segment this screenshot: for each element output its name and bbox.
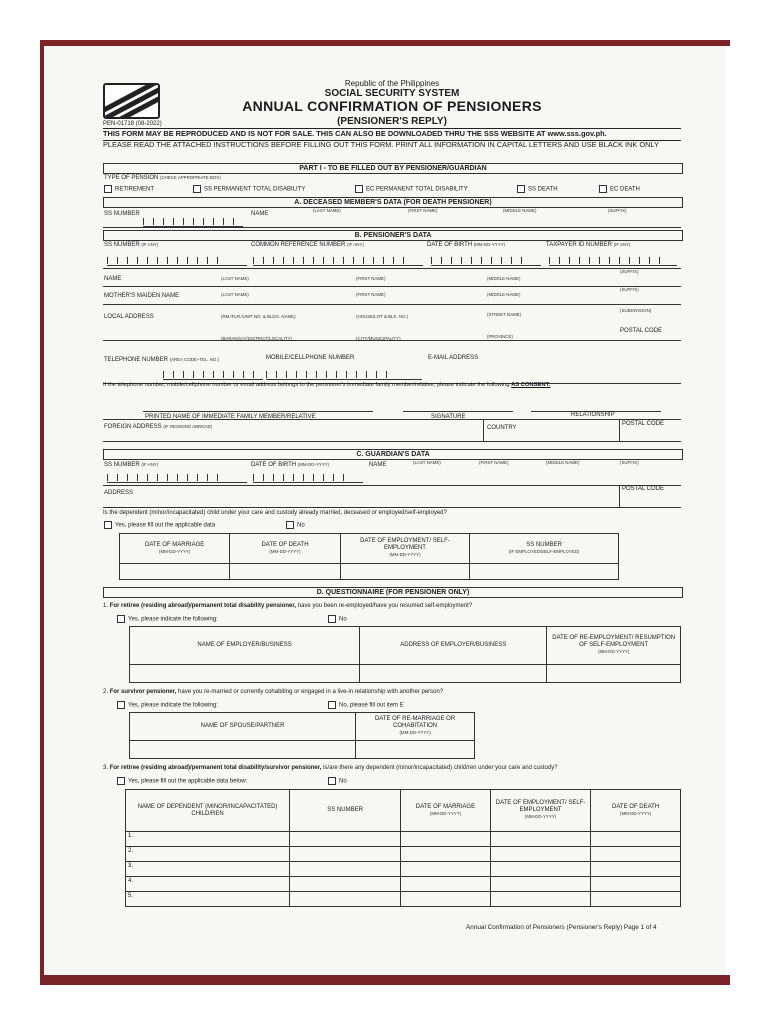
option-label: Yes, please fill out the applicable data	[115, 522, 216, 529]
q2-no-option[interactable]	[328, 701, 404, 709]
hint-foreign: (IF RESIDING ABROAD)	[163, 424, 213, 429]
hint-last-name: (LAST NAME)	[221, 276, 249, 281]
col-date-death	[230, 534, 340, 564]
q3-input-marriage[interactable]	[401, 832, 491, 847]
guardian-ss-input[interactable]	[107, 474, 247, 483]
q3-row-number: 2.	[126, 847, 290, 862]
guardian-name-label: NAME	[369, 462, 387, 468]
question-emphasis: For retiree (residing abroad)/permanent total disability/survivor pensioner,	[109, 765, 322, 771]
hint-middle-name: (MIDDLE NAME)	[503, 208, 537, 213]
q3-row-number: 1.	[126, 832, 290, 847]
local-address-label: LOCAL ADDRESS	[104, 314, 154, 320]
q3-table	[125, 789, 681, 907]
foreign-address-label: FOREIGN ADDRESS	[104, 424, 162, 430]
option-retirement[interactable]	[104, 185, 154, 193]
guardian-no-option[interactable]	[286, 521, 305, 529]
option-label: EC PERMANENT TOTAL DISABILITY	[366, 186, 468, 193]
republic-line: Republic of the Philippines	[344, 79, 440, 88]
hint-subdivision: (SUBDIVISION)	[620, 308, 652, 313]
q3-col-death	[591, 790, 681, 832]
option-label: No, please fill out item E	[339, 702, 404, 709]
q1-yes-option[interactable]	[117, 615, 218, 623]
pensioner-ids-row	[103, 240, 681, 269]
deceased-name-label: NAME	[251, 211, 269, 217]
q1-input-employer[interactable]	[130, 665, 360, 683]
consent-row[interactable]	[103, 393, 681, 420]
option-label: SS DEATH	[528, 186, 558, 193]
guardian-question: Is the dependent (minor/incapacitated) child under your care and custody already married, deceased or employed/self-employed?	[103, 510, 447, 516]
col-label: DATE OF EMPLOYMENT/ SELF-EMPLOYMENT	[495, 800, 586, 814]
question-text: have you been re-employed/have you resumed self-employment?	[296, 603, 473, 609]
question-emphasis: For survivor pensioner,	[109, 689, 177, 695]
postal-code-label: POSTAL CODE	[620, 328, 663, 334]
q3-input-employment[interactable]	[490, 892, 590, 907]
hint-suffix: (SUFFIX)	[620, 269, 639, 274]
checkbox[interactable]	[104, 521, 112, 529]
section-d-title: D. QUESTIONNAIRE (FOR PENSIONER ONLY)	[103, 587, 683, 598]
hint-middle-name: (MIDDLE NAME)	[546, 460, 580, 465]
question-3	[103, 765, 681, 772]
hint-suffix: (SUFFIX)	[620, 287, 639, 292]
hint-street: (STREET NAME)	[487, 312, 522, 317]
hint-ss: (IF EMPLOYED/SELF-EMPLOYED)	[508, 548, 580, 554]
q3-input-marriage[interactable]	[401, 892, 491, 907]
hint-barangay: (BARANGAY/DISTRICT/LOCALITY)	[221, 336, 292, 341]
option-ec-ptd[interactable]	[355, 185, 468, 193]
q3-input-ss[interactable]	[290, 832, 401, 847]
foreign-address-row[interactable]	[103, 419, 681, 442]
question-2	[103, 689, 681, 696]
checkbox[interactable]	[355, 185, 363, 193]
section-a-title: A. DECEASED MEMBER'S DATA (FOR DEATH PENSIONER)	[103, 197, 683, 208]
notice-line-1: THIS FORM MAY BE REPRODUCED AND IS NOT FOR SALE. THIS CAN ALSO BE DOWNLOADED THRU THE SSS WEBSITE AT www.sss.gov.ph.	[103, 128, 681, 141]
q2-col-date	[356, 713, 475, 741]
hint-date-format: (MM-DD-YYYY)	[297, 462, 330, 467]
col-label: DATE OF EMPLOYMENT/ SELF-EMPLOYMENT	[360, 538, 450, 552]
col-label: DATE OF RE-MARRIAGE OR COHABITATION	[374, 716, 456, 730]
checkbox[interactable]	[117, 615, 125, 623]
q3-col-dependent: NAME OF DEPENDENT (MINOR/INCAPACITATED) CHILD/REN	[126, 790, 290, 832]
q1-col-employer: NAME OF EMPLOYER/BUSINESS	[130, 627, 360, 665]
hint-date-format: (MM-DD-YYYY)	[473, 242, 506, 247]
hint-middle-name: (MIDDLE NAME)	[487, 292, 521, 297]
hint-date-format: (MM-DD-YYYY)	[389, 551, 421, 557]
question-number: 2.	[103, 689, 109, 695]
q2-input-date[interactable]	[356, 741, 475, 759]
col-label: DATE OF MARRIAGE	[145, 541, 205, 548]
option-label: Yes, please indicate the following:	[128, 702, 218, 709]
col-date-employment	[340, 534, 470, 564]
option-label: SS PERMANENT TOTAL DISABILITY	[204, 186, 306, 193]
form-subtitle: (PENSIONER'S REPLY)	[337, 116, 447, 127]
q2-input-spouse[interactable]	[130, 741, 356, 759]
q1-input-address[interactable]	[360, 665, 547, 683]
q1-table	[129, 626, 681, 683]
q3-input-employment[interactable]	[490, 877, 590, 892]
printed-name-label: PRINTED NAME OF IMMEDIATE FAMILY MEMBER/RELATIVE	[145, 414, 316, 420]
section-c-title: C. GUARDIAN'S DATA	[103, 449, 683, 460]
postal-code-label: POSTAL CODE	[622, 486, 665, 492]
consent-note-text: If the telephone number, mobile/cellphone number or email address belongs to the pensioner's immediate family member/relative, please indicate the following	[103, 382, 510, 388]
col-ss-number	[470, 534, 619, 564]
tin-label: TAXPAYER ID NUMBER	[546, 242, 613, 248]
col-date-marriage	[120, 534, 230, 564]
guardian-yes-option[interactable]	[104, 521, 215, 529]
q2-table	[129, 712, 475, 759]
paper-edge-bottom	[40, 975, 730, 985]
input-date-death[interactable]	[230, 564, 340, 580]
question-emphasis: For retiree (residing abroad)/permanent total disability pensioner,	[109, 603, 297, 609]
col-label: DATE OF RE-EMPLOYMENT/ RESUMPTION OF SELF-EMPLOYMENT	[552, 635, 676, 649]
pension-type-label: TYPE OF PENSION	[104, 175, 159, 181]
relationship-label: RELATIONSHIP	[571, 412, 615, 418]
hint-last-name: (LAST NAME)	[413, 460, 441, 465]
hint-date-format: (MM-DD-YYYY)	[619, 810, 652, 816]
q2-yes-option[interactable]	[117, 701, 218, 709]
guardian-ss-label: SS NUMBER	[104, 462, 140, 468]
checkbox[interactable]	[104, 185, 112, 193]
q3-input-ss[interactable]	[290, 862, 401, 877]
telephone-input[interactable]	[163, 371, 263, 380]
q3-input-marriage[interactable]	[401, 862, 491, 877]
q3-col-employment	[490, 790, 590, 832]
checkbox[interactable]	[517, 185, 525, 193]
agency-name: SOCIAL SECURITY SYSTEM	[324, 88, 460, 99]
notice	[103, 128, 681, 150]
question-1	[103, 603, 681, 610]
signature-label: SIGNATURE	[431, 414, 466, 420]
checkbox[interactable]	[117, 701, 125, 709]
hint-date-format: (MM-DD-YYYY)	[598, 648, 630, 654]
q3-input-death[interactable]	[591, 862, 681, 877]
q3-yes-option[interactable]	[117, 777, 247, 785]
guardian-address-row[interactable]	[103, 485, 681, 508]
col-label: DATE OF DEATH	[612, 803, 660, 810]
question-text: is/are there any dependent (minor/incapacitated) child/ren under your care and custody?	[321, 765, 558, 771]
deceased-ss-input[interactable]	[143, 218, 243, 227]
q1-col-address: ADDRESS OF EMPLOYER/BUSINESS	[360, 627, 547, 665]
guardian-dob-input[interactable]	[253, 474, 363, 483]
hint-suffix: (SUFFIX)	[608, 208, 627, 213]
option-label: No	[339, 616, 347, 623]
telephone-label: TELEPHONE NUMBER	[104, 357, 169, 363]
tin-input[interactable]	[549, 257, 677, 266]
hint-if-any: (IF ANY)	[347, 242, 364, 247]
option-label: No	[297, 522, 305, 529]
crn-label: COMMON REFERENCE NUMBER	[251, 242, 346, 248]
checkbox[interactable]	[328, 615, 336, 623]
postal-code-label: POSTAL CODE	[622, 421, 665, 427]
hint-date-format: (MM-DD-YYYY)	[159, 548, 191, 554]
hint-date-format: (MM-DD-YYYY)	[269, 548, 301, 554]
q3-col-marriage	[401, 790, 491, 832]
option-label: RETIREMENT	[115, 186, 154, 193]
option-label: Yes, please fill out the applicable data below:	[128, 778, 248, 785]
hint-city: (CITY/MUNICIPALITY)	[356, 336, 401, 341]
input-date-employment[interactable]	[340, 564, 470, 580]
section-b-title: B. PENSIONER'S DATA	[103, 230, 683, 241]
hint-house: (HOUSE/LOT & BLK. NO.)	[356, 314, 409, 319]
q3-col-ss: SS NUMBER	[290, 790, 401, 832]
mobile-label: MOBILE/CELLPHONE NUMBER	[266, 355, 355, 361]
crn-input[interactable]	[253, 257, 423, 266]
q3-input-death[interactable]	[591, 832, 681, 847]
hint-telephone: (AREA CODE+TEL. NO.)	[169, 357, 220, 362]
hint-suffix: (SUFFIX)	[620, 460, 639, 465]
q3-input-ss[interactable]	[290, 877, 401, 892]
page-footer: Annual Confirmation of Pensioners (Pensioner's Reply) Page 1 of 4	[466, 924, 657, 931]
mmn-label: MOTHER'S MAIDEN NAME	[104, 293, 180, 299]
hint-middle-name: (MIDDLE NAME)	[487, 276, 521, 281]
checkbox[interactable]	[599, 185, 607, 193]
option-label: EC DEATH	[610, 186, 640, 193]
option-label: No	[339, 778, 347, 785]
hint-last-name: (LAST NAME)	[221, 292, 249, 297]
hint-date-format: (MM-DD-YYYY)	[399, 729, 431, 735]
part1-title: PART I - TO BE FILLED OUT BY PENSIONER/GUARDIAN	[103, 163, 683, 174]
consent-label: AS CONSENT:	[511, 382, 551, 388]
mothers-maiden-name-row[interactable]	[103, 286, 681, 305]
checkbox[interactable]	[117, 777, 125, 785]
q3-input-marriage[interactable]	[401, 877, 491, 892]
hint-first-name: (FIRST NAME)	[479, 460, 509, 465]
option-ss-death[interactable]	[517, 185, 558, 193]
pension-type-hint: (CHECK APPROPRIATE BOX)	[160, 175, 221, 180]
form-title: ANNUAL CONFIRMATION OF PENSIONERS	[242, 98, 542, 114]
input-ss-number[interactable]	[470, 564, 619, 580]
hint-last-name: (LAST NAME)	[313, 208, 341, 213]
deceased-ss-label: SS NUMBER	[104, 211, 140, 217]
consent-note	[103, 382, 681, 389]
contact-row	[103, 353, 681, 384]
col-label: DATE OF DEATH	[261, 541, 309, 548]
dob-input[interactable]	[431, 257, 541, 266]
country-label: COUNTRY	[487, 425, 517, 431]
notice-line-2: PLEASE READ THE ATTACHED INSTRUCTIONS BEFORE FILLING OUT THIS FORM. PRINT ALL INFORMATION IN CAPITAL LETTERS AND USE BLACK INK ONLY	[103, 139, 659, 149]
q3-input-employment[interactable]	[490, 832, 590, 847]
option-label: Yes, please indicate the following:	[128, 616, 218, 623]
q1-col-date	[547, 627, 681, 665]
guardian-child-table	[119, 533, 619, 580]
pensioner-name-label: NAME	[104, 276, 122, 282]
pensioner-ss-label: SS NUMBER	[104, 242, 140, 248]
q3-input-employment[interactable]	[490, 862, 590, 877]
question-text: have you re-married or currently cohabiting or engaged in a live-in relationship with another person?	[176, 689, 444, 695]
q3-no-option[interactable]	[328, 777, 347, 785]
q1-input-date[interactable]	[547, 665, 681, 683]
hint-date-format: (MM-DD-YYYY)	[524, 813, 557, 819]
q3-input-employment[interactable]	[490, 847, 590, 862]
q3-row-number: 4.	[126, 877, 290, 892]
guardian-address-label: ADDRESS	[104, 490, 134, 496]
col-label: SS NUMBER	[526, 541, 562, 548]
q3-input-death[interactable]	[591, 892, 681, 907]
question-number: 1.	[103, 603, 109, 609]
form-code: PEN-01718 (08-2022)	[103, 121, 162, 127]
hint-first-name: (FIRST NAME)	[356, 276, 386, 281]
pensioner-ss-input[interactable]	[107, 257, 247, 266]
hint-first-name: (FIRST NAME)	[356, 292, 386, 297]
dob-label: DATE OF BIRTH	[427, 242, 473, 248]
question-number: 3.	[103, 765, 109, 771]
hint-if-any: (IF ANY)	[613, 242, 631, 247]
input-date-marriage[interactable]	[120, 564, 230, 580]
q3-input-marriage[interactable]	[401, 847, 491, 862]
q3-input-ss[interactable]	[290, 892, 401, 907]
checkbox[interactable]	[193, 185, 201, 193]
q3-input-death[interactable]	[591, 847, 681, 862]
checkbox[interactable]	[328, 777, 336, 785]
checkbox[interactable]	[328, 701, 336, 709]
q3-input-death[interactable]	[591, 877, 681, 892]
hint-first-name: (FIRST NAME)	[408, 208, 438, 213]
hint-if-any: (IF ANY)	[141, 462, 159, 467]
q3-row-number: 3.	[126, 862, 290, 877]
guardian-ids-row	[103, 459, 681, 486]
email-label: E-MAIL ADDRESS	[428, 355, 479, 361]
hint-date-format: (MM-DD-YYYY)	[429, 810, 462, 816]
pension-type-row	[103, 173, 681, 198]
local-address-row[interactable]	[103, 304, 681, 341]
q2-col-spouse: NAME OF SPOUSE/PARTNER	[130, 713, 356, 741]
q3-row-number: 5.	[126, 892, 290, 907]
hint-unit: (RM./FLR./UNIT NO. & BLDG. NAME)	[221, 314, 296, 319]
option-ss-ptd[interactable]	[193, 185, 305, 193]
guardian-dob-label: DATE OF BIRTH	[251, 462, 297, 468]
checkbox[interactable]	[286, 521, 294, 529]
hint-province: (PROVINCE)	[487, 334, 513, 339]
hint-if-any: (IF ANY)	[141, 242, 159, 247]
option-ec-death[interactable]	[599, 185, 640, 193]
mobile-input[interactable]	[266, 371, 422, 380]
col-label: DATE OF MARRIAGE	[415, 803, 476, 810]
q1-no-option[interactable]	[328, 615, 347, 623]
deceased-member-row	[103, 207, 681, 228]
pensioner-name-row[interactable]	[103, 268, 681, 287]
q3-input-ss[interactable]	[290, 847, 401, 862]
